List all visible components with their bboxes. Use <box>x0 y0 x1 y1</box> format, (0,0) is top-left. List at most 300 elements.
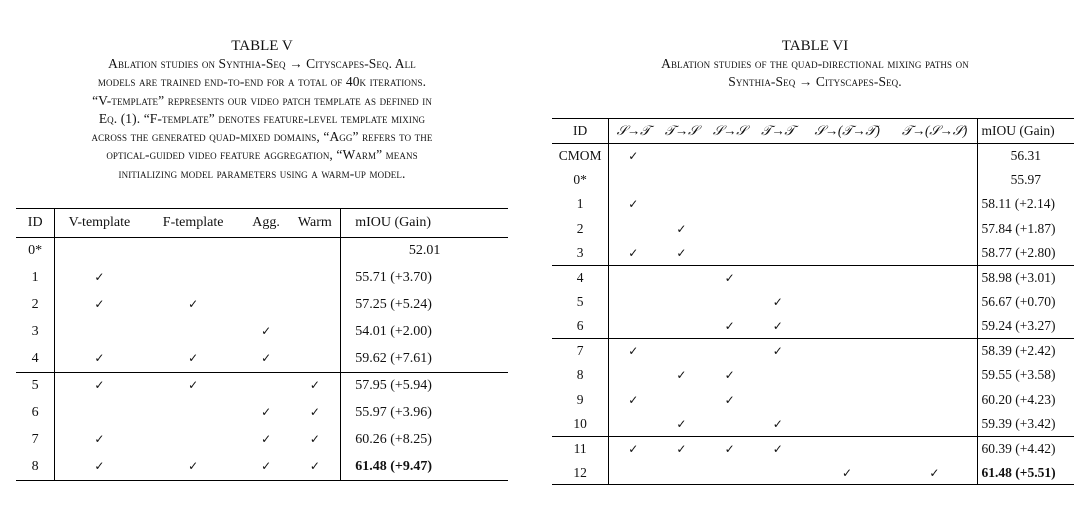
miou-value: 55.97 <box>1010 172 1041 188</box>
t-to-s-cell <box>657 436 705 460</box>
s-to-tt-cell <box>802 168 892 192</box>
s-to-tt-cell <box>802 363 892 387</box>
t-to-s-cell <box>657 412 705 436</box>
col-header-agg: Agg. <box>243 209 290 238</box>
t-to-s-cell <box>657 461 705 485</box>
table-vi-block <box>550 0 1080 480</box>
f-template-cell <box>143 373 242 400</box>
table-header-row <box>16 209 508 238</box>
col-header-id: ID <box>552 119 609 144</box>
checkmark-icon: ✓ <box>772 344 783 359</box>
checkmark-icon: ✓ <box>929 465 940 480</box>
gain-value: (+8.25) <box>390 432 432 447</box>
t-to-t-cell <box>754 168 802 192</box>
miou-cell <box>341 400 508 427</box>
s-to-t-cell <box>609 168 658 192</box>
checkmark-icon: ✓ <box>188 378 199 393</box>
s-to-t-cell <box>609 314 658 338</box>
s-to-t-cell <box>609 461 658 485</box>
miou-cell <box>341 319 508 346</box>
gain-value: (+5.94) <box>390 378 432 394</box>
miou-cell <box>977 436 1074 460</box>
checkmark-icon: ✓ <box>772 319 783 334</box>
checkmark-icon: ✓ <box>772 295 783 310</box>
v-template-cell <box>55 265 144 292</box>
s-to-tt-cell <box>802 436 892 460</box>
caption-line: “V-template” represents our video patch template as defined in <box>92 92 432 108</box>
s-to-t-cell <box>609 290 658 314</box>
miou-value: 59.39 <box>981 415 1012 431</box>
t-to-t-cell <box>754 436 802 460</box>
checkmark-icon: ✓ <box>842 465 853 480</box>
caption-line: across the generated quad-mixed domains, “Agg” refers to the <box>91 129 433 145</box>
miou-cell <box>977 168 1074 192</box>
table-row <box>552 412 1074 436</box>
s-to-s-cell <box>706 241 754 265</box>
checkmark-icon: ✓ <box>261 350 272 365</box>
checkmark-icon: ✓ <box>309 378 320 393</box>
checkmark-icon: ✓ <box>628 441 639 456</box>
s-to-t-cell <box>609 436 658 460</box>
miou-cell <box>977 339 1074 363</box>
t-to-s-cell <box>657 192 705 216</box>
table-row <box>552 387 1074 411</box>
s-to-tt-cell <box>802 290 892 314</box>
s-to-t-cell <box>609 339 658 363</box>
s-to-s-cell <box>706 412 754 436</box>
t-to-t-cell <box>754 290 802 314</box>
checkmark-icon: ✓ <box>261 324 272 338</box>
t-to-t-cell <box>754 144 802 168</box>
s-to-tt-cell <box>802 144 892 168</box>
table-row <box>16 400 508 427</box>
s-to-s-cell <box>706 265 754 289</box>
checkmark-icon: ✓ <box>676 246 687 260</box>
id-cell: 12 <box>552 461 609 485</box>
gain-value: (+7.61) <box>390 350 432 366</box>
gain-value: (+3.01) <box>1015 269 1056 285</box>
warm-cell <box>289 292 340 319</box>
checkmark-icon: ✓ <box>94 350 105 365</box>
checkmark-icon: ✓ <box>724 392 735 407</box>
col-header-warm: Warm <box>289 209 340 238</box>
t-to-ss-cell <box>892 144 977 168</box>
warm-cell <box>289 265 340 292</box>
s-to-s-cell <box>706 192 754 216</box>
miou-cell <box>977 265 1074 289</box>
miou-cell <box>977 461 1074 485</box>
id-cell: 10 <box>552 412 609 436</box>
t-to-t-cell <box>754 387 802 411</box>
gain-value: (+3.42) <box>1015 415 1056 431</box>
gain-value: (+9.47) <box>390 458 433 474</box>
table-v-block <box>0 0 524 474</box>
checkmark-icon: ✓ <box>188 297 199 311</box>
s-to-t-cell <box>609 412 658 436</box>
id-cell: 2 <box>552 217 609 241</box>
table-v-caption <box>0 55 524 183</box>
checkmark-icon: ✓ <box>772 416 783 431</box>
miou-value: 56.31 <box>1010 147 1041 163</box>
f-template-cell <box>143 319 242 346</box>
t-to-ss-cell <box>892 339 977 363</box>
t-to-ss-cell <box>892 314 977 338</box>
miou-cell <box>341 346 508 373</box>
table-v <box>16 208 508 481</box>
agg-cell <box>243 292 290 319</box>
miou-cell <box>977 314 1074 338</box>
col-header-t-to-s: 𝒯→𝒮 <box>657 119 705 144</box>
checkmark-icon: ✓ <box>94 458 105 473</box>
table-row <box>552 290 1074 314</box>
t-to-ss-cell <box>892 192 977 216</box>
miou-cell <box>977 144 1074 168</box>
gain-value: (+5.24) <box>390 297 432 312</box>
f-template-cell <box>143 427 242 454</box>
agg-cell <box>243 400 290 427</box>
miou-cell <box>977 363 1074 387</box>
v-template-cell <box>55 373 144 400</box>
table-row <box>552 436 1074 460</box>
id-cell: 5 <box>16 373 55 400</box>
id-cell: 4 <box>552 265 609 289</box>
checkmark-icon: ✓ <box>628 246 639 260</box>
miou-value: 59.55 <box>981 367 1012 383</box>
f-template-cell <box>143 346 242 373</box>
miou-cell <box>341 454 508 481</box>
caption-line: Synthia-Seq → Cityscapes-Seq. <box>728 74 902 90</box>
checkmark-icon: ✓ <box>188 458 199 473</box>
miou-cell <box>977 241 1074 265</box>
checkmark-icon: ✓ <box>94 378 105 393</box>
id-cell: 6 <box>16 400 55 427</box>
s-to-tt-cell <box>802 217 892 241</box>
v-template-cell <box>55 238 144 265</box>
checkmark-icon: ✓ <box>309 405 320 419</box>
s-to-t-cell <box>609 192 658 216</box>
miou-value: 61.48 <box>981 464 1012 480</box>
checkmark-icon: ✓ <box>724 270 735 285</box>
table-row <box>16 292 508 319</box>
t-to-s-cell <box>657 217 705 241</box>
t-to-ss-cell <box>892 436 977 460</box>
warm-cell <box>289 400 340 427</box>
s-to-tt-cell <box>802 314 892 338</box>
gain-value: (+4.23) <box>1015 391 1056 407</box>
checkmark-icon: ✓ <box>309 458 320 473</box>
table-row <box>552 339 1074 363</box>
col-header-f-template: F-template <box>143 209 242 238</box>
table-row <box>552 217 1074 241</box>
v-template-cell <box>55 427 144 454</box>
gain-value: (+5.51) <box>1015 464 1056 480</box>
warm-cell <box>289 319 340 346</box>
t-to-ss-cell <box>892 387 977 411</box>
miou-value: 55.97 <box>355 405 387 420</box>
s-to-t-cell <box>609 363 658 387</box>
v-template-cell <box>55 454 144 481</box>
col-header-id: ID <box>16 209 55 238</box>
gain-value: (+2.00) <box>390 324 432 339</box>
col-header-s-to-tt: 𝒮→(𝒯→𝒯) <box>802 119 892 144</box>
id-cell: 7 <box>16 427 55 454</box>
miou-cell <box>977 217 1074 241</box>
table-row <box>16 265 508 292</box>
col-header-miou: mIOU (Gain) <box>341 209 508 238</box>
f-template-cell <box>143 238 242 265</box>
s-to-s-cell <box>706 363 754 387</box>
col-header-s-to-t: 𝒮→𝒯 <box>609 119 658 144</box>
checkmark-icon: ✓ <box>676 416 687 431</box>
s-to-s-cell <box>706 144 754 168</box>
checkmark-icon: ✓ <box>188 350 199 365</box>
id-cell: 0* <box>16 238 55 265</box>
miou-value: 58.39 <box>981 343 1012 359</box>
s-to-s-cell <box>706 387 754 411</box>
f-template-cell <box>143 400 242 427</box>
f-template-cell <box>143 265 242 292</box>
col-header-v-template: V-template <box>55 209 144 238</box>
s-to-t-cell <box>609 387 658 411</box>
warm-cell <box>289 427 340 454</box>
s-to-s-cell <box>706 168 754 192</box>
gain-value: (+2.42) <box>1015 343 1056 359</box>
t-to-s-cell <box>657 168 705 192</box>
t-to-ss-cell <box>892 265 977 289</box>
t-to-s-cell <box>657 265 705 289</box>
t-to-s-cell <box>657 387 705 411</box>
miou-cell <box>977 412 1074 436</box>
miou-value: 60.39 <box>981 440 1012 456</box>
checkmark-icon: ✓ <box>94 297 105 311</box>
miou-value: 60.20 <box>981 391 1012 407</box>
agg-cell <box>243 427 290 454</box>
t-to-ss-cell <box>892 217 977 241</box>
id-cell: 3 <box>552 241 609 265</box>
miou-value: 55.71 <box>355 270 387 285</box>
checkmark-icon: ✓ <box>309 432 320 446</box>
t-to-ss-cell <box>892 241 977 265</box>
t-to-t-cell <box>754 363 802 387</box>
t-to-t-cell <box>754 217 802 241</box>
s-to-tt-cell <box>802 412 892 436</box>
table-row <box>552 461 1074 485</box>
agg-cell <box>243 346 290 373</box>
v-template-cell <box>55 292 144 319</box>
table-row <box>552 265 1074 289</box>
gain-value: (+3.96) <box>390 405 432 420</box>
checkmark-icon: ✓ <box>94 432 105 446</box>
s-to-tt-cell <box>802 265 892 289</box>
gain-value: (+4.42) <box>1015 440 1056 456</box>
t-to-t-cell <box>754 412 802 436</box>
table-row <box>552 168 1074 192</box>
s-to-tt-cell <box>802 461 892 485</box>
checkmark-icon: ✓ <box>724 319 735 334</box>
id-cell: 6 <box>552 314 609 338</box>
miou-value: 60.26 <box>355 432 387 447</box>
miou-value: 56.67 <box>981 294 1012 310</box>
miou-cell <box>341 373 508 400</box>
id-cell: 1 <box>552 192 609 216</box>
col-header-t-to-t: 𝒯→𝒯 <box>754 119 802 144</box>
s-to-s-cell <box>706 339 754 363</box>
gain-value: (+2.80) <box>1015 245 1056 260</box>
f-template-cell <box>143 292 242 319</box>
col-header-miou: mIOU (Gain) <box>977 119 1074 144</box>
s-to-s-cell <box>706 436 754 460</box>
agg-cell <box>243 238 290 265</box>
table-row <box>552 314 1074 338</box>
checkmark-icon: ✓ <box>676 368 687 383</box>
caption-line: initializing model parameters using a warm-up model. <box>118 165 406 181</box>
checkmark-icon: ✓ <box>676 221 687 236</box>
table-row <box>16 373 508 400</box>
checkmark-icon: ✓ <box>261 432 272 446</box>
t-to-ss-cell <box>892 168 977 192</box>
caption-line: optical-guided video feature aggregation, “Warm” means <box>106 147 418 163</box>
checkmark-icon: ✓ <box>261 405 272 419</box>
warm-cell <box>289 346 340 373</box>
miou-cell <box>341 292 508 319</box>
miou-value: 57.25 <box>355 297 387 312</box>
id-cell: 8 <box>552 363 609 387</box>
t-to-ss-cell <box>892 290 977 314</box>
miou-cell <box>977 290 1074 314</box>
warm-cell <box>289 373 340 400</box>
warm-cell <box>289 454 340 481</box>
table-row <box>16 319 508 346</box>
id-cell: 3 <box>16 319 55 346</box>
t-to-ss-cell <box>892 461 977 485</box>
s-to-t-cell <box>609 144 658 168</box>
checkmark-icon: ✓ <box>94 270 105 284</box>
table-row <box>552 241 1074 265</box>
t-to-s-cell <box>657 290 705 314</box>
t-to-s-cell <box>657 363 705 387</box>
table-vi <box>552 118 1074 485</box>
checkmark-icon: ✓ <box>628 148 639 163</box>
table-v-body <box>16 238 508 481</box>
t-to-t-cell <box>754 241 802 265</box>
caption-line: Ablation studies of the quad-directional mixing paths on <box>661 56 969 71</box>
miou-value: 57.84 <box>981 220 1012 236</box>
f-template-cell <box>143 454 242 481</box>
checkmark-icon: ✓ <box>261 458 272 473</box>
table-row <box>552 144 1074 168</box>
miou-value: 59.24 <box>981 318 1012 334</box>
agg-cell <box>243 454 290 481</box>
t-to-ss-cell <box>892 363 977 387</box>
checkmark-icon: ✓ <box>772 441 783 456</box>
miou-cell <box>977 192 1074 216</box>
id-cell: 1 <box>16 265 55 292</box>
agg-cell <box>243 265 290 292</box>
v-template-cell <box>55 346 144 373</box>
miou-value: 52.01 <box>408 243 441 259</box>
s-to-s-cell <box>706 461 754 485</box>
caption-line: models are trained end-to-end for a total of 40k iterations. <box>97 74 427 90</box>
gain-value: (+3.70) <box>390 270 432 285</box>
gain-value: (+3.58) <box>1015 367 1056 383</box>
id-cell: 9 <box>552 387 609 411</box>
checkmark-icon: ✓ <box>676 441 687 456</box>
s-to-s-cell <box>706 217 754 241</box>
gain-value: (+0.70) <box>1015 294 1056 310</box>
agg-cell <box>243 319 290 346</box>
checkmark-icon: ✓ <box>628 197 639 212</box>
t-to-t-cell <box>754 265 802 289</box>
v-template-cell <box>55 400 144 427</box>
gain-value: (+3.27) <box>1015 318 1056 334</box>
id-cell: CMOM <box>552 144 609 168</box>
t-to-s-cell <box>657 241 705 265</box>
table-row <box>16 427 508 454</box>
s-to-s-cell <box>706 290 754 314</box>
s-to-t-cell <box>609 241 658 265</box>
checkmark-icon: ✓ <box>724 441 735 456</box>
table-row <box>552 192 1074 216</box>
table-row <box>552 363 1074 387</box>
miou-cell <box>341 238 508 265</box>
s-to-t-cell <box>609 217 658 241</box>
table-vi-caption <box>550 55 1080 92</box>
t-to-t-cell <box>754 314 802 338</box>
id-cell: 7 <box>552 339 609 363</box>
table-row <box>16 346 508 373</box>
id-cell: 4 <box>16 346 55 373</box>
caption-line: Ablation studies on Synthia-Seq → Cityscapes-Seq. All <box>108 56 416 71</box>
caption-line: Eq. (1). “F-template” denotes feature-level template mixing <box>98 110 426 126</box>
id-cell: 2 <box>16 292 55 319</box>
s-to-tt-cell <box>802 387 892 411</box>
id-cell: 8 <box>16 454 55 481</box>
col-header-s-to-s: 𝒮→𝒮 <box>706 119 754 144</box>
warm-cell <box>289 238 340 265</box>
v-template-cell <box>55 319 144 346</box>
miou-cell <box>341 427 508 454</box>
miou-value: 59.62 <box>355 350 387 366</box>
table-vi-body <box>552 144 1074 485</box>
s-to-tt-cell <box>802 339 892 363</box>
miou-value: 58.98 <box>981 269 1012 285</box>
checkmark-icon: ✓ <box>724 368 735 383</box>
miou-value: 57.95 <box>355 378 387 394</box>
id-cell: 0* <box>552 168 609 192</box>
col-header-t-to-ss: 𝒯→(𝒮→𝒮) <box>892 119 977 144</box>
t-to-t-cell <box>754 461 802 485</box>
agg-cell <box>243 373 290 400</box>
t-to-t-cell <box>754 339 802 363</box>
s-to-tt-cell <box>802 192 892 216</box>
table-v-title: TABLE V <box>231 38 293 54</box>
id-cell: 11 <box>552 436 609 460</box>
miou-value: 58.77 <box>981 245 1012 260</box>
table-row <box>16 238 508 265</box>
s-to-t-cell <box>609 265 658 289</box>
checkmark-icon: ✓ <box>628 392 639 407</box>
checkmark-icon: ✓ <box>628 344 639 359</box>
table-header-row <box>552 119 1074 144</box>
t-to-s-cell <box>657 339 705 363</box>
t-to-s-cell <box>657 314 705 338</box>
t-to-ss-cell <box>892 412 977 436</box>
miou-value: 61.48 <box>355 458 387 474</box>
miou-cell <box>341 265 508 292</box>
table-vi-title: TABLE VI <box>781 38 849 54</box>
s-to-s-cell <box>706 314 754 338</box>
gain-value: (+1.87) <box>1015 220 1056 236</box>
